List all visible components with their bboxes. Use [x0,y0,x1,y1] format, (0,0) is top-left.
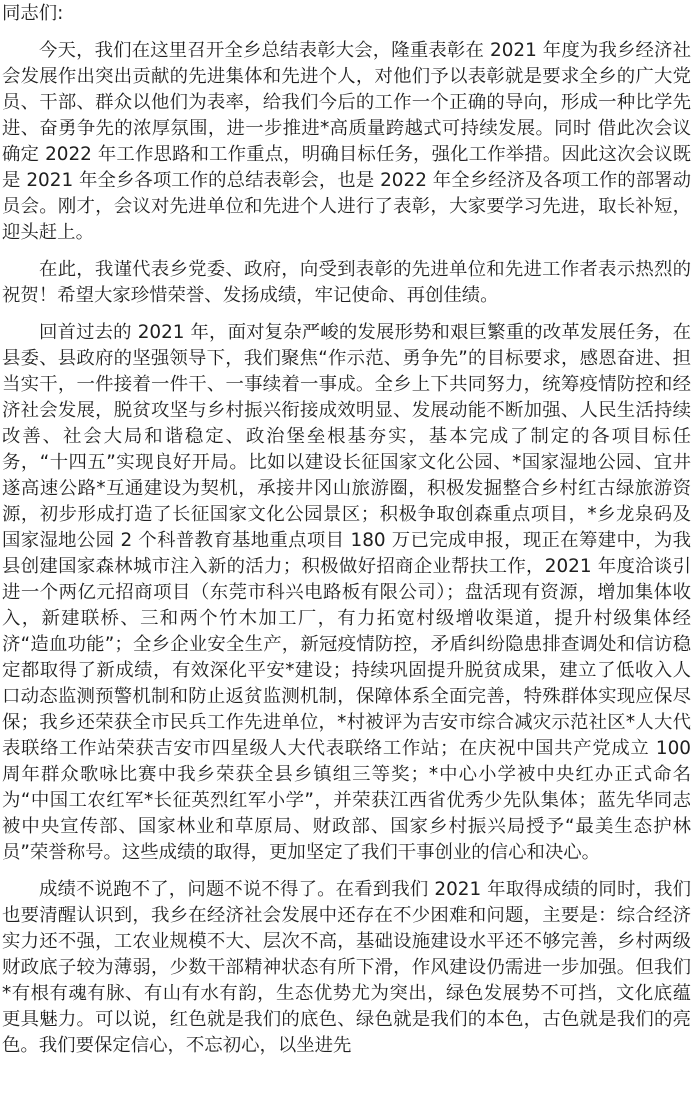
paragraph-congratulations: 在此，我谨代表乡党委、政府，向受到表彰的先进单位和先进工作者表示热烈的祝贺！希望大家珍惜荣誉、发扬成绩，牢记使命、再创佳绩。 [2,259,691,306]
salutation: 同志们: [2,3,64,24]
paragraph-review-2021: 回首过去的 2021 年，面对复杂严峻的发展形势和艰巨繁重的改革发展任务，在县委、县政府的坚强领导下，我们聚焦“作示范、勇争先”的目标要求，感恩奋进、担当实干，一件接着一件干、一事续着一事成。全乡上下共同努力，统筹疫情防控和经济社会发展，脱贫攻坚与乡村振兴衔接成效明显、发展动能不断加强、人民生活持续改善、社会大局和谐稳定、政治堡垒根基夯实，基本完成了制定的各项目标任务，“十四五”实现良好开局。比如以建设长征国家文化公园、*国家湿地公园、宜井遂高速公路*互通建设为契机，承接井冈山旅游圈，积极发掘整合乡村红古绿旅游资源，初步形成打造了长征国家文化公园景区；积极争取创森重点项目，*乡龙泉码及国家湿地公园 2 个科普教育基地重点项目 180 万已完成申报，现正在筹建中，为我县创建国家森林城市注入新的活力；积极做好招商企业帮扶工作，2021 年度洽谈引进一个两亿元招商项目（东莞市科兴电路板有限公司）；盘活现有资源，增加集体收入，新建联桥、三和两个竹木加工厂，有力拓宽村级增收渠道，提升村级集体经济“造血功能”；全乡企业安全生产，新冠疫情防控，矛盾纠纷隐患排查调处和信访稳定都取得了新成绩，有效深化平安*建设；持续巩固提升脱贫成果，建立了低收入人口动态监测预警机制和防止返贫监测机制，保障体系全面完善，特殊群体实现应保尽保；我乡还荣获全市民兵工作先进单位，*村被评为吉安市综合减灾示范社区*人大代表联络工作站荣获吉安市四星级人大代表联络工作站；在庆祝中国共产党成立 100 周年群众歌咏比赛中我乡荣获全县乡镇组三等奖；*中心小学被中央红办正式命名为“中国工农红军*长征英烈红军小学”，并荣获江西省优秀少先队集体；蓝先华同志被中央宣传部、国家林业和草原局、财政部、国家乡村振兴局授予“最美生态护林员”荣誉称号。这些成绩的取得，更加坚定了我们干事创业的信心和决心。 [2,322,691,863]
paragraph-opening: 今天，我们在这里召开全乡总结表彰大会，隆重表彰在 2021 年度为我乡经济社会发展作出突出贡献的先进集体和先进个人，对他们予以表彰就是要求全乡的广大党员、干部、群众以他们为表率，给我们今后的工作一个正确的导向，形成一种比学先进、奋勇争先的浓厚氛围，进一步推进*高质量跨越式可持续发展。同时 借此次会议确定 2022 年工作思路和工作重点，明确目标任务，强化工作举措。因此这次会议既是 2021 年全乡各项工作的总结表彰会，也是 2022 年全乡经济及各项工作的部署动员会。刚才，会议对先进单位和先进个人进行了表彰，大家要学习先进，取长补短，迎头赶上。 [2,40,691,243]
document-body [2,0,691,1059]
paragraph-problems: 成绩不说跑不了，问题不说不得了。在看到我们 2021 年取得成绩的同时，我们也要清醒认识到，我乡在经济社会发展中还存在不少困难和问题，主要是：综合经济实力还不强，工农业规模不大、层次不高，基础设施建设水平还不够完善，乡村两级财政底子较为薄弱，少数干部精神状态有所下滑，作风建设仍需进一步加强。但我们*有根有魂有脉、有山有水有韵，生态优势尤为突出，绿色发展势不可挡，文化底蕴更具魅力。可以说，红色就是我们的底色、绿色就是我们的本色，古色就是我们的亮色。我们要保定信心，不忘初心，以坐进先 [2,879,691,1056]
